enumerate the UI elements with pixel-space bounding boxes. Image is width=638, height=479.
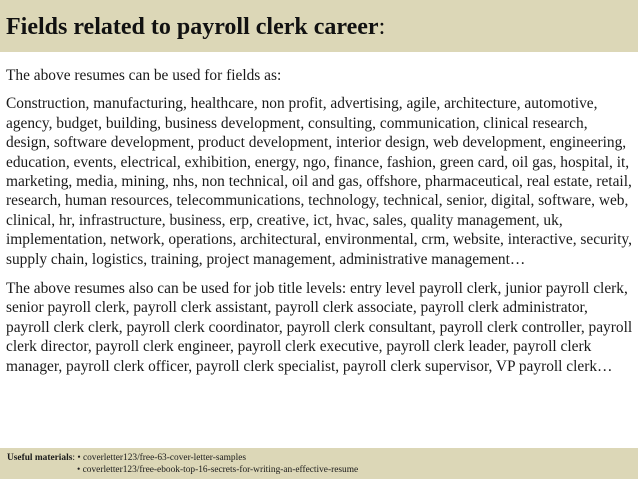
fields-paragraph: Construction, manufacturing, healthcare, non profit, advertising, agile, architecture, automotive, agency, budget, building, business development, consulting, communication, clinical research, design, software development, product development, interior design, web development, engineering, education, events, electrical, exhibition, energy, ngo, finance, fashion, green card, oil gas, hospital, it, marketing, media, mining, nhs, non technical, oil and gas, offshore, pharmaceutical, real estate, retail, research, human resources, telecommunications, technology, technical, senior, digital, software, web, clinical, hr, infrastructure, business, erp, creative, ict, hvac, sales, quality management, uk, implementation, network, operations, architectural, environmental, crm, website, interactive, security, supply chain, logistics, training, project management, administrative management… (6, 95, 632, 268)
footer-bar (0, 448, 638, 479)
footer-link-cover-letter-samples[interactable]: • coverletter123/free-63-cover-letter-samples (77, 453, 247, 463)
footer-row-1 (7, 452, 638, 464)
useful-materials-label (7, 452, 72, 464)
page-title-colon: : (378, 14, 386, 40)
intro-paragraph: The above resumes can be used for fields as: (6, 67, 282, 84)
footer-row-2 (7, 464, 638, 476)
page-title (6, 13, 638, 41)
page-title-text: Fields related to payroll clerk career (6, 14, 379, 40)
useful-materials-label-text: Useful materials (7, 453, 73, 463)
useful-materials-label-suffix: : (72, 453, 78, 463)
footer-link-resume-ebook[interactable]: • coverletter123/free-ebook-top-16-secrets-for-writing-an-effective-resume (77, 465, 359, 475)
job-levels-paragraph: The above resumes also can be used for job title levels: entry level payroll clerk, junior payroll clerk, senior payroll clerk, payroll clerk assistant, payroll clerk associate, payroll clerk administrator, payroll clerk clerk, payroll clerk coordinator, payroll clerk consultant, payroll clerk controller, payroll clerk director, payroll clerk engineer, payroll clerk executive, payroll clerk leader, payroll clerk manager, payroll clerk officer, payroll clerk specialist, payroll clerk supervisor, VP payroll clerk… (6, 280, 633, 375)
title-bar (0, 0, 638, 52)
content-body (6, 66, 634, 386)
